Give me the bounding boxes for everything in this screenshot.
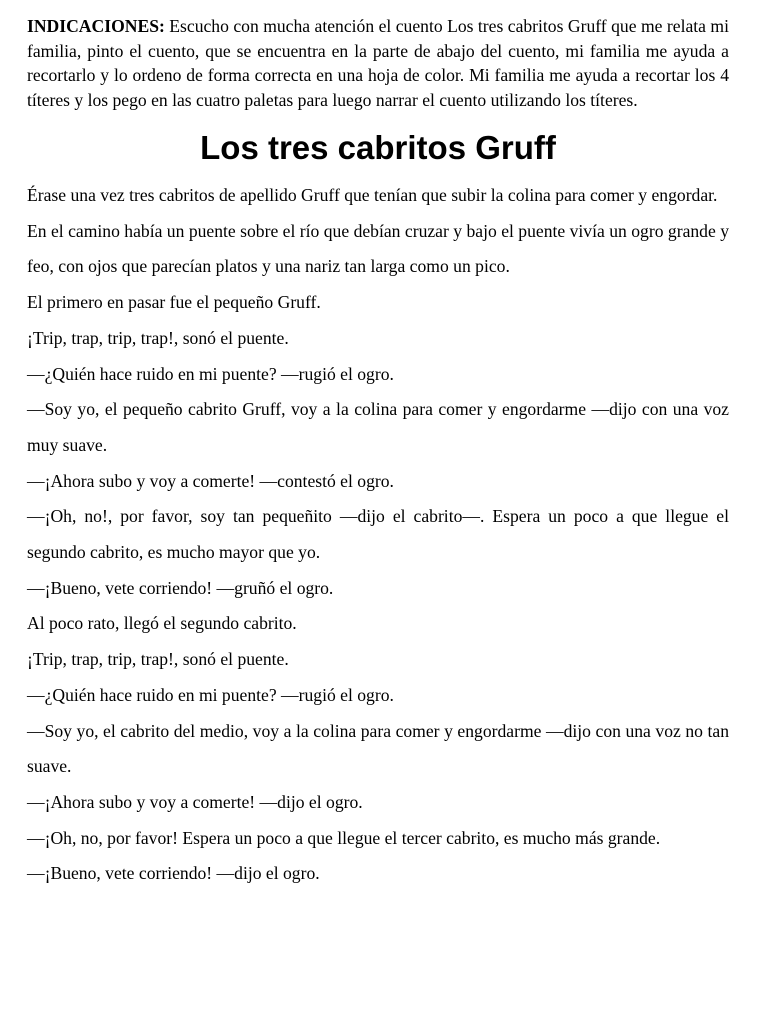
story-paragraph: —¡Ahora subo y voy a comerte! —contestó el ogro. xyxy=(27,470,394,491)
story-paragraph: —¿Quién hace ruido en mi puente? —rugió el ogro. xyxy=(27,363,394,384)
story-paragraph: —¡Oh, no!, por favor, soy tan pequeñito —dijo el cabrito—. Espera un poco a que llegue el segundo cabrito, es mucho mayor que yo. xyxy=(27,506,729,563)
document-page xyxy=(27,14,729,892)
story-paragraph: El primero en pasar fue el pequeño Gruff. xyxy=(27,292,321,313)
story-paragraph: Al poco rato, llegó el segundo cabrito. xyxy=(27,613,297,634)
instructions-paragraph xyxy=(27,14,729,112)
story-paragraph: Érase una vez tres cabritos de apellido Gruff que tenían que subir la colina para comer y engordar. xyxy=(27,185,718,205)
story-paragraph: —¿Quién hace ruido en mi puente? —rugió el ogro. xyxy=(27,684,394,705)
story-paragraph: ¡Trip, trap, trip, trap!, sonó el puente. xyxy=(27,649,289,670)
story-paragraph: ¡Trip, trap, trip, trap!, sonó el puente. xyxy=(27,327,289,348)
story-body xyxy=(27,178,729,892)
story-paragraph: —Soy yo, el pequeño cabrito Gruff, voy a la colina para comer y engordarme —dijo con una voz muy suave. xyxy=(27,399,729,455)
story-title: Los tres cabritos Gruff xyxy=(200,129,556,166)
instructions-text: Escucho con mucha atención el cuento Los tres cabritos Gruff que me relata mi familia, pinto el cuento, que se encuentra en la parte de abajo del cuento, mi familia me ayuda a recortarlo y lo ordeno de forma correcta en una hoja de color. Mi familia me ayuda a recortar los 4 títeres y los pego en las cuatro paletas para luego narrar el cuento utilizando los títeres. xyxy=(27,16,729,110)
story-paragraph: —¡Bueno, vete corriendo! —dijo el ogro. xyxy=(27,863,320,884)
story-paragraph: —Soy yo, el cabrito del medio, voy a la colina para comer y engordarme —dijo con una voz no tan suave. xyxy=(27,720,729,777)
story-paragraph: —¡Ahora subo y voy a comerte! —dijo el ogro. xyxy=(27,791,363,812)
story-paragraph: —¡Bueno, vete corriendo! —gruñó el ogro. xyxy=(27,577,334,598)
instructions-label: INDICACIONES: xyxy=(27,16,165,36)
story-paragraph: En el camino había un puente sobre el río que debían cruzar y bajo el puente vivía un ogro grande y feo, con ojos que parecían platos y una nariz tan larga como un pico. xyxy=(27,220,729,277)
story-paragraph: —¡Oh, no, por favor! Espera un poco a que llegue el tercer cabrito, es mucho más grande. xyxy=(27,827,661,848)
